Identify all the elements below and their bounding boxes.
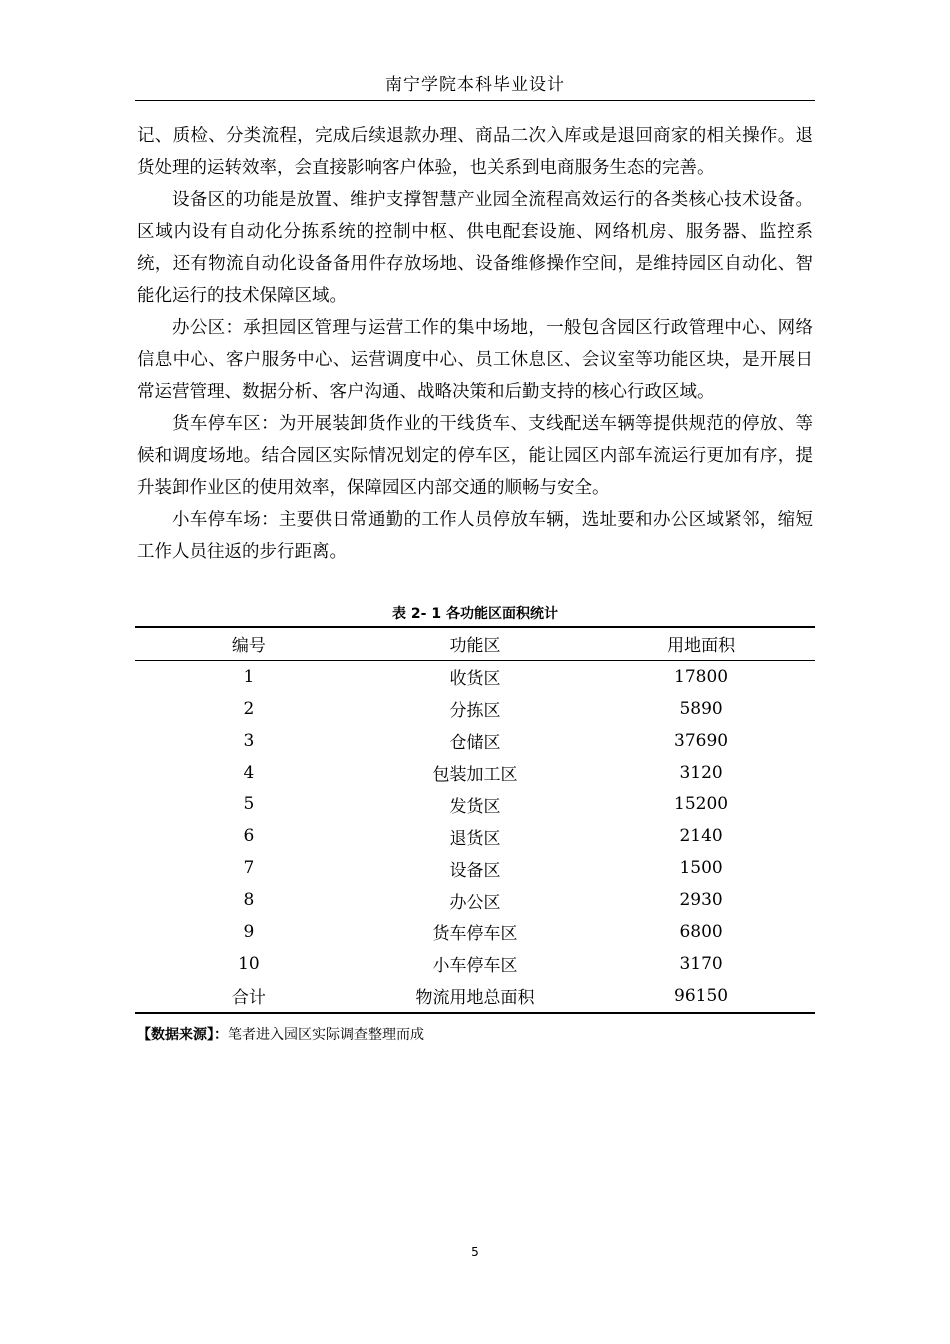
column-header-number: 编号 — [231, 636, 266, 657]
table-row — [135, 725, 815, 757]
table-row — [135, 916, 815, 948]
header-divider — [135, 100, 815, 101]
cell-number: 7 — [243, 858, 255, 879]
table-header-row — [135, 627, 815, 660]
page-number: 5 — [471, 1245, 479, 1259]
data-source-text: 笔者进入园区实际调查整理而成 — [228, 1027, 424, 1043]
body-text — [137, 120, 813, 568]
cell-number: 1 — [243, 666, 255, 687]
cell-number: 5 — [243, 794, 255, 815]
table-row — [135, 660, 815, 692]
cell-function-area: 仓储区 — [449, 733, 501, 754]
paragraph-returns-continued: 记、质检、分类流程，完成后续退款办理、商品二次入库或是退回商家的相关操作。退货处理的运转效率，会直接影响客户体验，也关系到电商服务生态的完善。 — [137, 126, 813, 178]
cell-number: 8 — [243, 890, 255, 911]
paragraph-truck-parking: 货车停车区：为开展装卸货作业的干线货车、支线配送车辆等提供规范的停放、等候和调度场地。结合园区实际情况划定的停车区，能让园区内部车流运行更加有序，提升装卸作业区的使用效率，保障园区内部交通的顺畅与安全。 — [137, 414, 813, 498]
paragraph-office-area: 办公区：承担园区管理与运营工作的集中场地，一般包含园区行政管理中心、网络信息中心、客户服务中心、运营调度中心、员工休息区、会议室等功能区块，是开展日常运营管理、数据分析、客户沟通、战略决策和后勤支持的核心行政区域。 — [137, 318, 813, 402]
cell-land-area: 15200 — [674, 794, 729, 815]
cell-function-area: 收货区 — [449, 669, 501, 690]
area-statistics-table — [135, 626, 815, 1014]
cell-land-area: 3170 — [679, 953, 723, 974]
cell-number: 6 — [243, 826, 255, 847]
cell-function-area: 退货区 — [449, 828, 501, 849]
cell-function-area: 包装加工区 — [432, 765, 518, 785]
cell-function-area: 物流用地总面积 — [415, 988, 535, 1009]
cell-land-area: 2140 — [679, 826, 723, 847]
table-body — [135, 660, 815, 1012]
cell-land-area: 17800 — [674, 666, 729, 687]
cell-land-area: 37690 — [674, 730, 729, 751]
cell-function-area: 货车停车区 — [432, 924, 518, 945]
cell-land-area: 1500 — [679, 858, 723, 879]
cell-number: 9 — [243, 921, 255, 942]
data-source-note — [137, 1024, 424, 1044]
cell-function-area: 发货区 — [449, 796, 501, 817]
page-header-title: 南宁学院本科毕业设计 — [385, 75, 565, 95]
table-row — [135, 693, 815, 725]
cell-land-area: 2930 — [679, 890, 723, 911]
data-source-label: 【数据来源】： — [137, 1027, 228, 1043]
cell-number: 合计 — [231, 988, 266, 1009]
cell-number: 4 — [243, 762, 255, 783]
cell-function-area: 办公区 — [449, 892, 501, 913]
cell-land-area: 5890 — [679, 698, 723, 719]
table-row — [135, 948, 815, 980]
cell-function-area: 小车停车区 — [432, 956, 518, 977]
cell-number: 3 — [243, 730, 255, 751]
table-row — [135, 820, 815, 852]
cell-function-area: 设备区 — [449, 860, 501, 881]
cell-number: 2 — [243, 698, 255, 719]
table-row — [135, 884, 815, 916]
cell-function-area: 分拣区 — [449, 701, 501, 722]
paragraph-car-parking: 小车停车场：主要供日常通勤的工作人员停放车辆，选址要和办公区域紧邻，缩短工作人员往返的步行距离。 — [137, 510, 813, 562]
column-header-land-area: 用地面积 — [667, 636, 736, 657]
table-row — [135, 980, 815, 1013]
cell-land-area: 3120 — [679, 762, 723, 783]
column-header-function-area: 功能区 — [449, 636, 501, 657]
cell-land-area: 96150 — [674, 985, 729, 1006]
table-caption: 表 2- 1 各功能区面积统计 — [392, 606, 558, 622]
table-row — [135, 757, 815, 789]
cell-land-area: 6800 — [679, 921, 723, 942]
table-row — [135, 852, 815, 884]
cell-number: 10 — [238, 953, 260, 974]
table-row — [135, 788, 815, 820]
paragraph-equipment-area: 设备区的功能是放置、维护支撑智慧产业园全流程高效运行的各类核心技术设备。区域内设有自动化分拣系统的控制中枢、供电配套设施、网络机房、服务器、监控系统，还有物流自动化设备备用件存放场地、设备维修操作空间，是维持园区自动化、智能化运行的技术保障区域。 — [137, 190, 813, 306]
